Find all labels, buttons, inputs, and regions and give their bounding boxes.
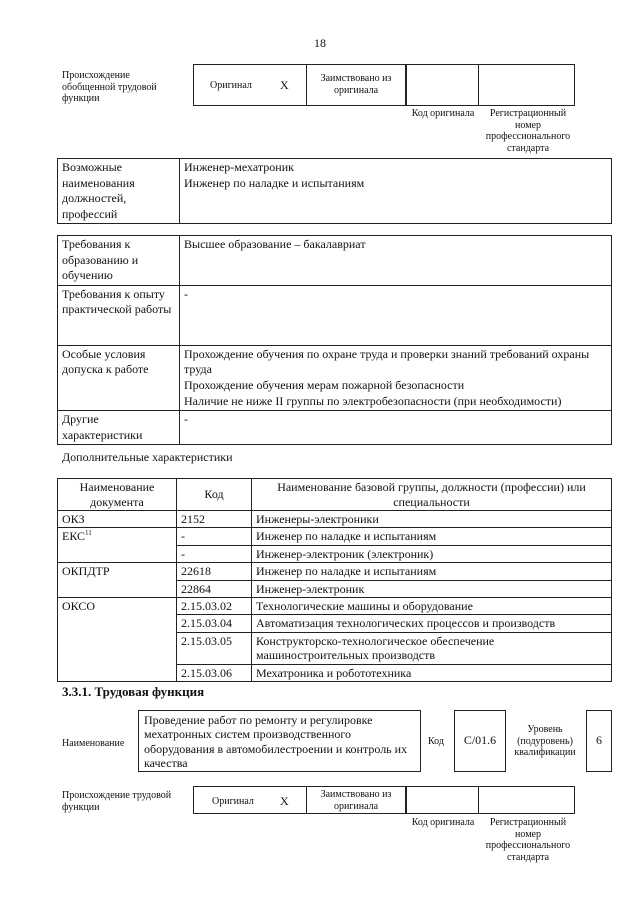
function-level: 6 [586,710,612,772]
origin-borrowed: Заимствовано из оригинала [306,786,406,814]
origin-original: Оригинал [210,80,252,91]
code-cell: 2.15.03.05 [177,632,252,664]
code-cell: 2.15.03.02 [177,597,252,614]
origin-reg-label: Регистрационный номер профессионального стандарта [485,817,571,863]
name-cell: Мехатроника и робототехника [252,664,612,681]
origin-code-cell [406,786,479,814]
page-number: 18 [314,36,326,50]
requirements-table [57,235,612,445]
additional-table [57,478,612,682]
origin-mark: X [280,794,289,808]
origin-code-cell [406,64,479,106]
code-cell: - [177,545,252,562]
code-cell: 22618 [177,563,252,580]
function-name-label: Наименование [62,738,125,749]
code-cell: - [177,528,252,545]
table-row [58,545,612,562]
code-cell: 2152 [177,511,252,528]
footnote-ref: 11 [85,529,92,538]
name-cell: Инженер-электроник [252,580,612,597]
doc-name: ЕКС [62,529,86,544]
position-item: Инженер-мехатроник [184,160,294,174]
name-cell: Автоматизация технологических процессов и производств [252,615,612,632]
name-cell: Инженер-электроник (электроник) [252,545,612,562]
req-special-line: Наличие не ниже II группы по электробезопасности (при необходимости) [184,393,562,408]
section-title: 3.3.1. Трудовая функция [62,684,205,699]
code-cell: 22864 [177,580,252,597]
origin-original: Оригинал [212,796,254,807]
origin-code-label: Код оригинала [411,817,475,828]
name-cell: Инженер по наладке и испытаниям [252,528,612,545]
origin-borrowed: Заимствовано из оригинала [306,64,406,106]
code-cell: 2.15.03.06 [177,664,252,681]
doc-cell [58,664,177,681]
table-row [58,664,612,681]
name-cell: Технологические машины и оборудование [252,597,612,614]
code-cell: 2.15.03.04 [177,615,252,632]
additional-title: Дополнительные характеристики [62,450,233,464]
origin-code-label: Код оригинала [411,108,475,119]
name-cell: Конструкторско-технологическое обеспечение машиностроительных производств [252,632,612,664]
function-code-label: Код [428,736,444,747]
col-header-document: Наименование документа [58,479,177,511]
function-code: C/01.6 [454,710,506,772]
req-education-label: Требования к образованию и обучению [58,236,180,286]
table-row [58,580,612,597]
origin-label: Происхождение трудовой функции [62,790,172,813]
req-other-label: Другие характеристики [58,411,180,445]
doc-cell [58,528,177,545]
table-row [58,615,612,632]
table-row [58,597,612,614]
req-special-label: Особые условия допуска к работе [58,345,180,410]
position-item: Инженер по наладке и испытаниям [184,175,365,190]
req-other-value: - [180,411,612,445]
table-row [58,511,612,528]
doc-cell [58,580,177,597]
origin-label: Происхождение обобщенной трудовой функции [62,70,157,104]
doc-cell: ОКЗ [58,511,177,528]
doc-cell [58,545,177,562]
origin-reg-label: Регистрационный номер профессионального стандарта [485,108,571,154]
doc-cell [58,615,177,632]
table-row [58,563,612,580]
name-cell: Инженеры-электроники [252,511,612,528]
doc-cell: ОКСО [58,597,177,614]
origin-mark: X [280,78,289,92]
req-education-value: Высшее образование – бакалавриат [180,236,612,286]
req-special-line: Прохождение обучения по охране труда и проверки знаний требований охраны труда [184,346,590,377]
table-row [58,632,612,664]
doc-cell: ОКПДТР [58,563,177,580]
positions-label: Возможные наименования должностей, профессий [58,159,180,224]
req-experience-value: - [180,285,612,345]
function-name: Проведение работ по ремонту и регулировке мехатронных систем производственного оборудования в автомобилестроении и контроль их качества [138,710,421,772]
req-experience-label: Требования к опыту практической работы [58,285,180,345]
req-special-value [180,345,612,410]
col-header-name: Наименование базовой группы, должности (профессии) или специальности [252,479,612,511]
name-cell: Инженер по наладке и испытаниям [252,563,612,580]
doc-cell [58,632,177,664]
col-header-code: Код [177,479,252,511]
positions-values [180,159,612,224]
req-special-line: Прохождение обучения мерам пожарной безопасности [184,377,465,392]
function-level-label: Уровень (подуровень) квалификации [514,724,576,758]
table-row [58,528,612,545]
positions-table [57,158,612,224]
